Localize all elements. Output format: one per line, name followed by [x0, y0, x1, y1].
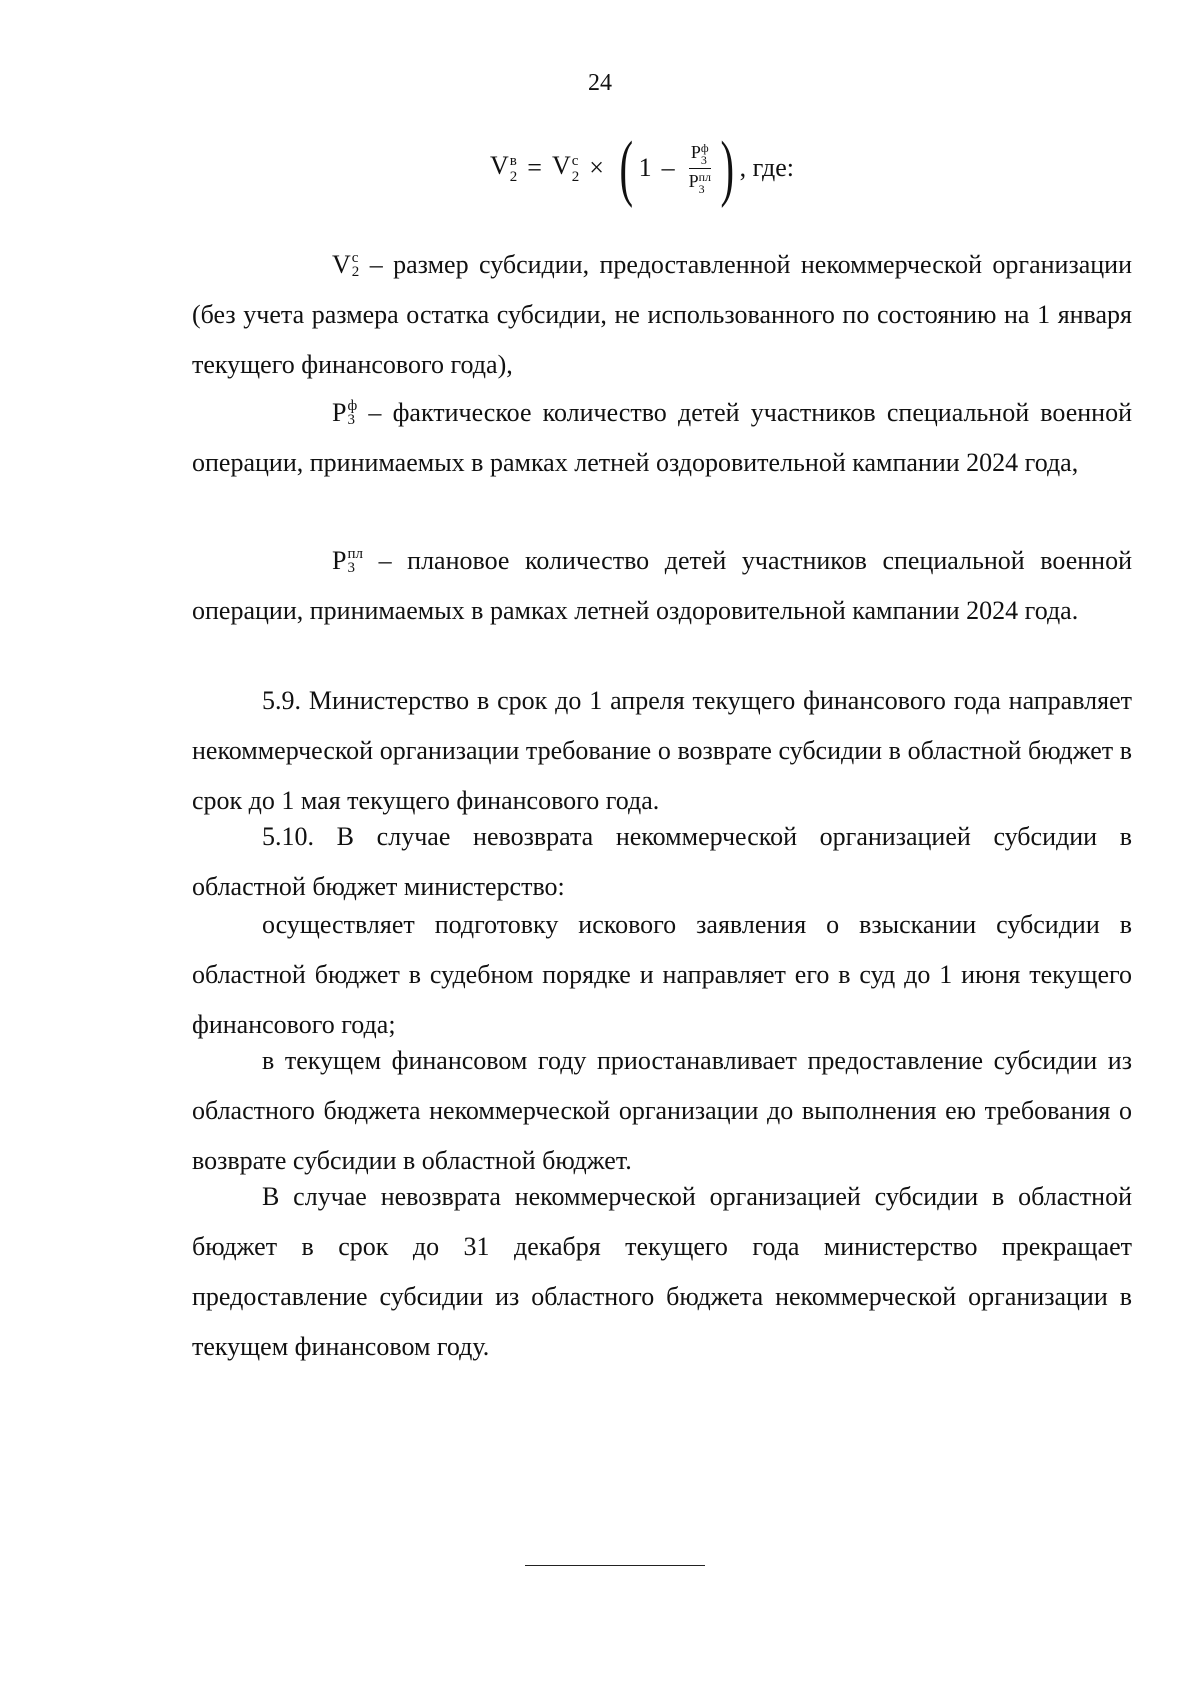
definition-variable: P пл 3 — [332, 546, 363, 576]
definition-text: – размер субсидии, предоставленной некоммерческой организации (без учета размера остатка субсидии, не использованного по состоянию на 1 января текущего финансового года), — [192, 250, 1132, 379]
formula-rhs-var: V с 2 — [551, 151, 580, 185]
formula-fraction — [689, 142, 711, 195]
paragraph-lawsuit: осуществляет подготовку искового заявления о взыскании субсидии в областной бюджет в судебном порядке и направляет его в суд до 1 июня текущего финансового года; — [192, 910, 1132, 1039]
fraction-numerator: P ф 3 — [690, 140, 709, 167]
formula-one: 1 — [638, 153, 652, 182]
definition-p3pl — [192, 536, 1132, 636]
paragraph-suspend: в текущем финансовом году приостанавливает предоставление субсидии из областного бюджета некоммерческой организации до выполнения ею требования о возврате субсидии в областной бюджет. — [192, 1046, 1132, 1175]
formula-lhs: V в 2 — [490, 151, 518, 185]
paragraph-terminate: В случае невозврата некоммерческой организацией субсидии в областной бюджет в срок до 31 декабря текущего года министерство прекращает предоставление субсидии из областного бюджета некоммерческой организации в текущем финансовом году. — [192, 1182, 1132, 1361]
formula-suffix: , где: — [739, 153, 795, 182]
paragraph-5-10: 5.10. В случае невозврата некоммерческой организацией субсидии в областной бюджет министерство: — [192, 822, 1132, 901]
formula-open-paren: ( — [619, 127, 634, 209]
formula-times: × — [589, 153, 604, 182]
formula-minus: – — [661, 153, 675, 182]
page-number: 24 — [588, 70, 612, 96]
definition-text: – фактическое количество детей участников специальной военной операции, принимаемых в рамках летней оздоровительной кампании 2024 года, — [192, 398, 1132, 477]
definition-variable: P ф 3 — [332, 398, 358, 428]
definition-text: – плановое количество детей участников специальной военной операции, принимаемых в рамках летней оздоровительной кампании 2024 года. — [192, 546, 1132, 625]
paragraph-5-9: 5.9. Министерство в срок до 1 апреля текущего финансового года направляет некоммерческой организации требование о возврате субсидии в областной бюджет в срок до 1 мая текущего финансового года. — [192, 686, 1132, 815]
definition-p3f — [192, 388, 1132, 488]
fraction-denominator: P пл 3 — [688, 169, 711, 196]
definition-v2c — [192, 240, 1132, 390]
formula-equals: = — [527, 153, 542, 182]
end-divider — [525, 1565, 705, 1566]
formula-close-paren: ) — [720, 127, 735, 209]
definition-variable: V с 2 — [332, 250, 360, 280]
formula — [490, 118, 794, 218]
